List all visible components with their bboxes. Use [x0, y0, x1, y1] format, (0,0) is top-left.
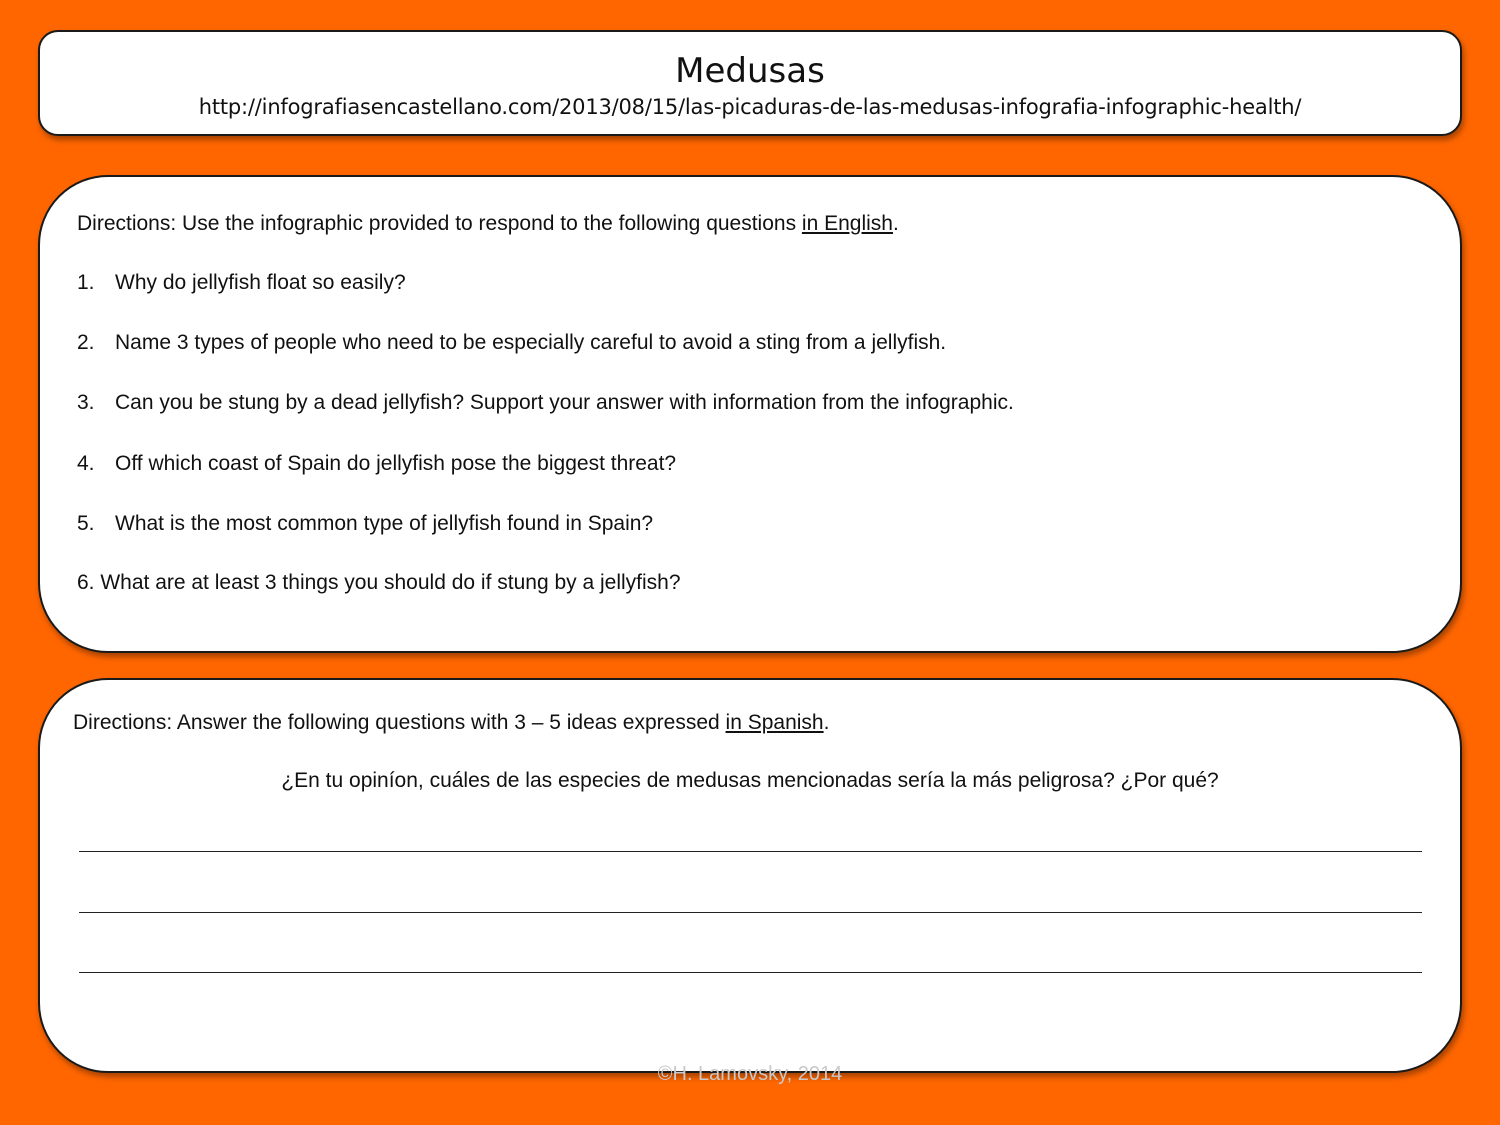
question-text: Why do jellyfish float so easily?	[115, 271, 406, 294]
spanish-prompt: ¿En tu opiníon, cuáles de las especies de medusas mencionadas sería la más peligrosa? ¿Por qué?	[281, 769, 1219, 792]
question-text: Off which coast of Spain do jellyfish pose the biggest threat?	[115, 452, 677, 475]
english-directions-suffix: .	[892, 212, 899, 235]
answer-line[interactable]	[79, 972, 1422, 973]
english-directions-text: Directions: Use the infographic provided to respond to the following questions	[77, 212, 802, 235]
english-directions-emphasis: in English	[801, 212, 893, 235]
source-url: http://infografiasencastellano.com/2013/08/15/las-picaduras-de-las-medusas-infografia-infographic-health/	[198, 95, 1302, 119]
spanish-answer-panel	[38, 678, 1462, 1073]
page-title: Medusas	[675, 51, 825, 91]
spanish-directions	[73, 710, 829, 736]
question-number: 2.	[77, 331, 95, 354]
question-number: 1.	[77, 271, 95, 294]
question-number: 4.	[77, 452, 95, 475]
question-text: What is the most common type of jellyfish found in Spain?	[115, 512, 654, 535]
answer-line[interactable]	[79, 851, 1422, 852]
question-2	[77, 330, 946, 356]
question-1	[77, 270, 406, 296]
question-number: 5.	[77, 512, 95, 535]
question-number: 3.	[77, 391, 95, 414]
question-4	[77, 451, 676, 477]
spanish-directions-text: Directions: Answer the following questions with 3 – 5 ideas expressed	[73, 711, 726, 734]
copyright-notice: ©H. Lamovsky, 2014	[657, 1063, 843, 1085]
english-questions-panel	[38, 175, 1462, 653]
header-panel	[38, 30, 1462, 136]
question-3	[77, 390, 1014, 416]
answer-line[interactable]	[79, 912, 1422, 913]
english-directions	[77, 211, 899, 237]
question-6: 6. What are at least 3 things you should do if stung by a jellyfish?	[77, 571, 681, 594]
question-text: Can you be stung by a dead jellyfish? Support your answer with information from the infographic.	[115, 391, 1014, 414]
question-text: Name 3 types of people who need to be especially careful to avoid a sting from a jellyfish.	[115, 331, 947, 354]
spanish-directions-suffix: .	[823, 711, 830, 734]
spanish-directions-emphasis: in Spanish	[725, 711, 824, 734]
question-5	[77, 511, 653, 537]
